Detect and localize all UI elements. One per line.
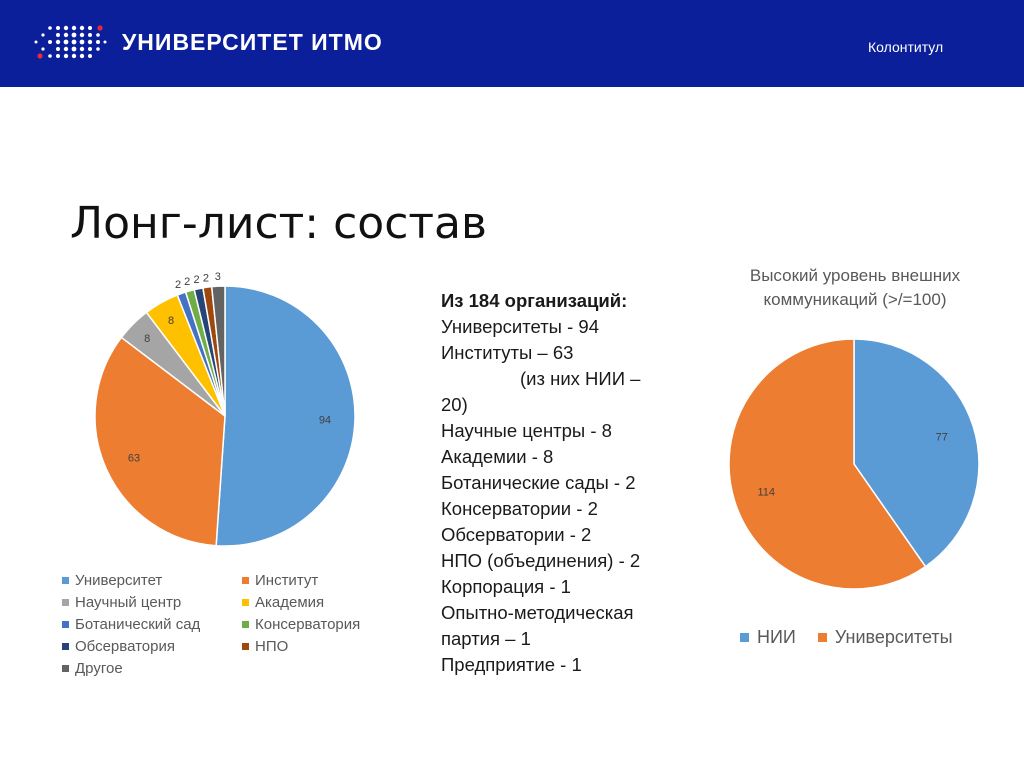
communications-legend xyxy=(740,627,953,648)
logo-text: УНИВЕРСИТЕТ ИТМО xyxy=(122,29,383,55)
legend-swatch xyxy=(242,643,249,650)
legend-swatch xyxy=(62,643,69,650)
pie-data-label: 8 xyxy=(144,333,151,346)
legend-label: Консерватория xyxy=(255,616,361,633)
legend-item xyxy=(62,570,242,591)
legend-item xyxy=(818,627,953,648)
stats-line: Научные центры - 8 xyxy=(441,420,612,441)
legend-label: Академия xyxy=(255,594,325,611)
pie-data-label: 2 xyxy=(175,279,182,292)
legend-label: Ботанический сад xyxy=(75,616,201,633)
pie-data-label: 77 xyxy=(935,431,948,444)
legend-item xyxy=(242,614,392,635)
stats-heading: Из 184 организаций: xyxy=(441,290,628,311)
header-footer-text: Колонтитул xyxy=(868,39,944,55)
header-bar xyxy=(0,0,1024,87)
legend-swatch xyxy=(242,577,249,584)
pie-data-label: 2 xyxy=(193,273,200,286)
legend-label: Обсерватория xyxy=(75,638,175,655)
legend-item xyxy=(242,570,392,591)
legend-item xyxy=(242,592,392,613)
stats-text-block xyxy=(441,288,701,678)
legend-label: Другое xyxy=(75,660,123,677)
stats-line: Ботанические сады - 2 xyxy=(441,472,636,493)
legend-item xyxy=(62,614,242,635)
legend-label: Научный центр xyxy=(75,594,182,611)
stats-line: 20) xyxy=(441,394,468,415)
stats-line: Консерватории - 2 xyxy=(441,498,598,519)
legend-item xyxy=(740,627,796,648)
pie-data-label: 2 xyxy=(202,272,209,285)
legend-swatch xyxy=(62,665,69,672)
legend-swatch xyxy=(62,621,69,628)
pie-slice-1 xyxy=(216,286,355,546)
stats-line: Обсерватории - 2 xyxy=(441,524,592,545)
pie-data-label: 63 xyxy=(127,452,141,465)
pie-data-label: 8 xyxy=(168,315,175,328)
legend-label: Университеты xyxy=(834,627,953,647)
legend-item xyxy=(242,636,392,657)
legend-swatch xyxy=(62,577,69,584)
legend-item xyxy=(62,658,242,679)
legend-swatch xyxy=(62,599,69,606)
legend-item xyxy=(62,592,242,613)
legend-swatch xyxy=(242,621,249,628)
legend-swatch xyxy=(740,633,749,642)
legend-swatch xyxy=(818,633,827,642)
legend-label: Институт xyxy=(255,572,319,589)
slide-title: Лонг-лист: состав xyxy=(70,198,487,249)
stats-line: Предприятие - 1 xyxy=(441,654,582,675)
legend-label: Университет xyxy=(75,572,163,589)
stats-line: Институты – 63 xyxy=(441,342,574,363)
pie-data-label: 2 xyxy=(184,276,191,289)
stats-line: НПО (объединения) - 2 xyxy=(441,550,641,571)
stats-line: Академии - 8 xyxy=(441,446,554,467)
composition-legend xyxy=(62,570,392,679)
itmo-logo-icon xyxy=(30,20,110,64)
stats-line: (из них НИИ – xyxy=(520,368,641,389)
legend-swatch xyxy=(242,599,249,606)
composition-pie-chart xyxy=(80,270,380,560)
pie-data-label: 94 xyxy=(318,414,332,427)
stats-line: Опытно-методическая xyxy=(441,602,634,623)
stats-line: Университеты - 94 xyxy=(441,316,599,337)
stats-line: партия – 1 xyxy=(441,628,531,649)
legend-label: НИИ xyxy=(757,627,796,647)
communications-pie-chart xyxy=(720,335,990,600)
pie-data-label: 3 xyxy=(214,271,221,284)
legend-item xyxy=(62,636,242,657)
chart2-title: Высокий уровень внешних коммуникаций (>/=100) xyxy=(749,266,961,309)
legend-label: НПО xyxy=(255,638,289,655)
pie-data-label: 114 xyxy=(757,486,775,499)
stats-line: Корпорация - 1 xyxy=(441,576,571,597)
